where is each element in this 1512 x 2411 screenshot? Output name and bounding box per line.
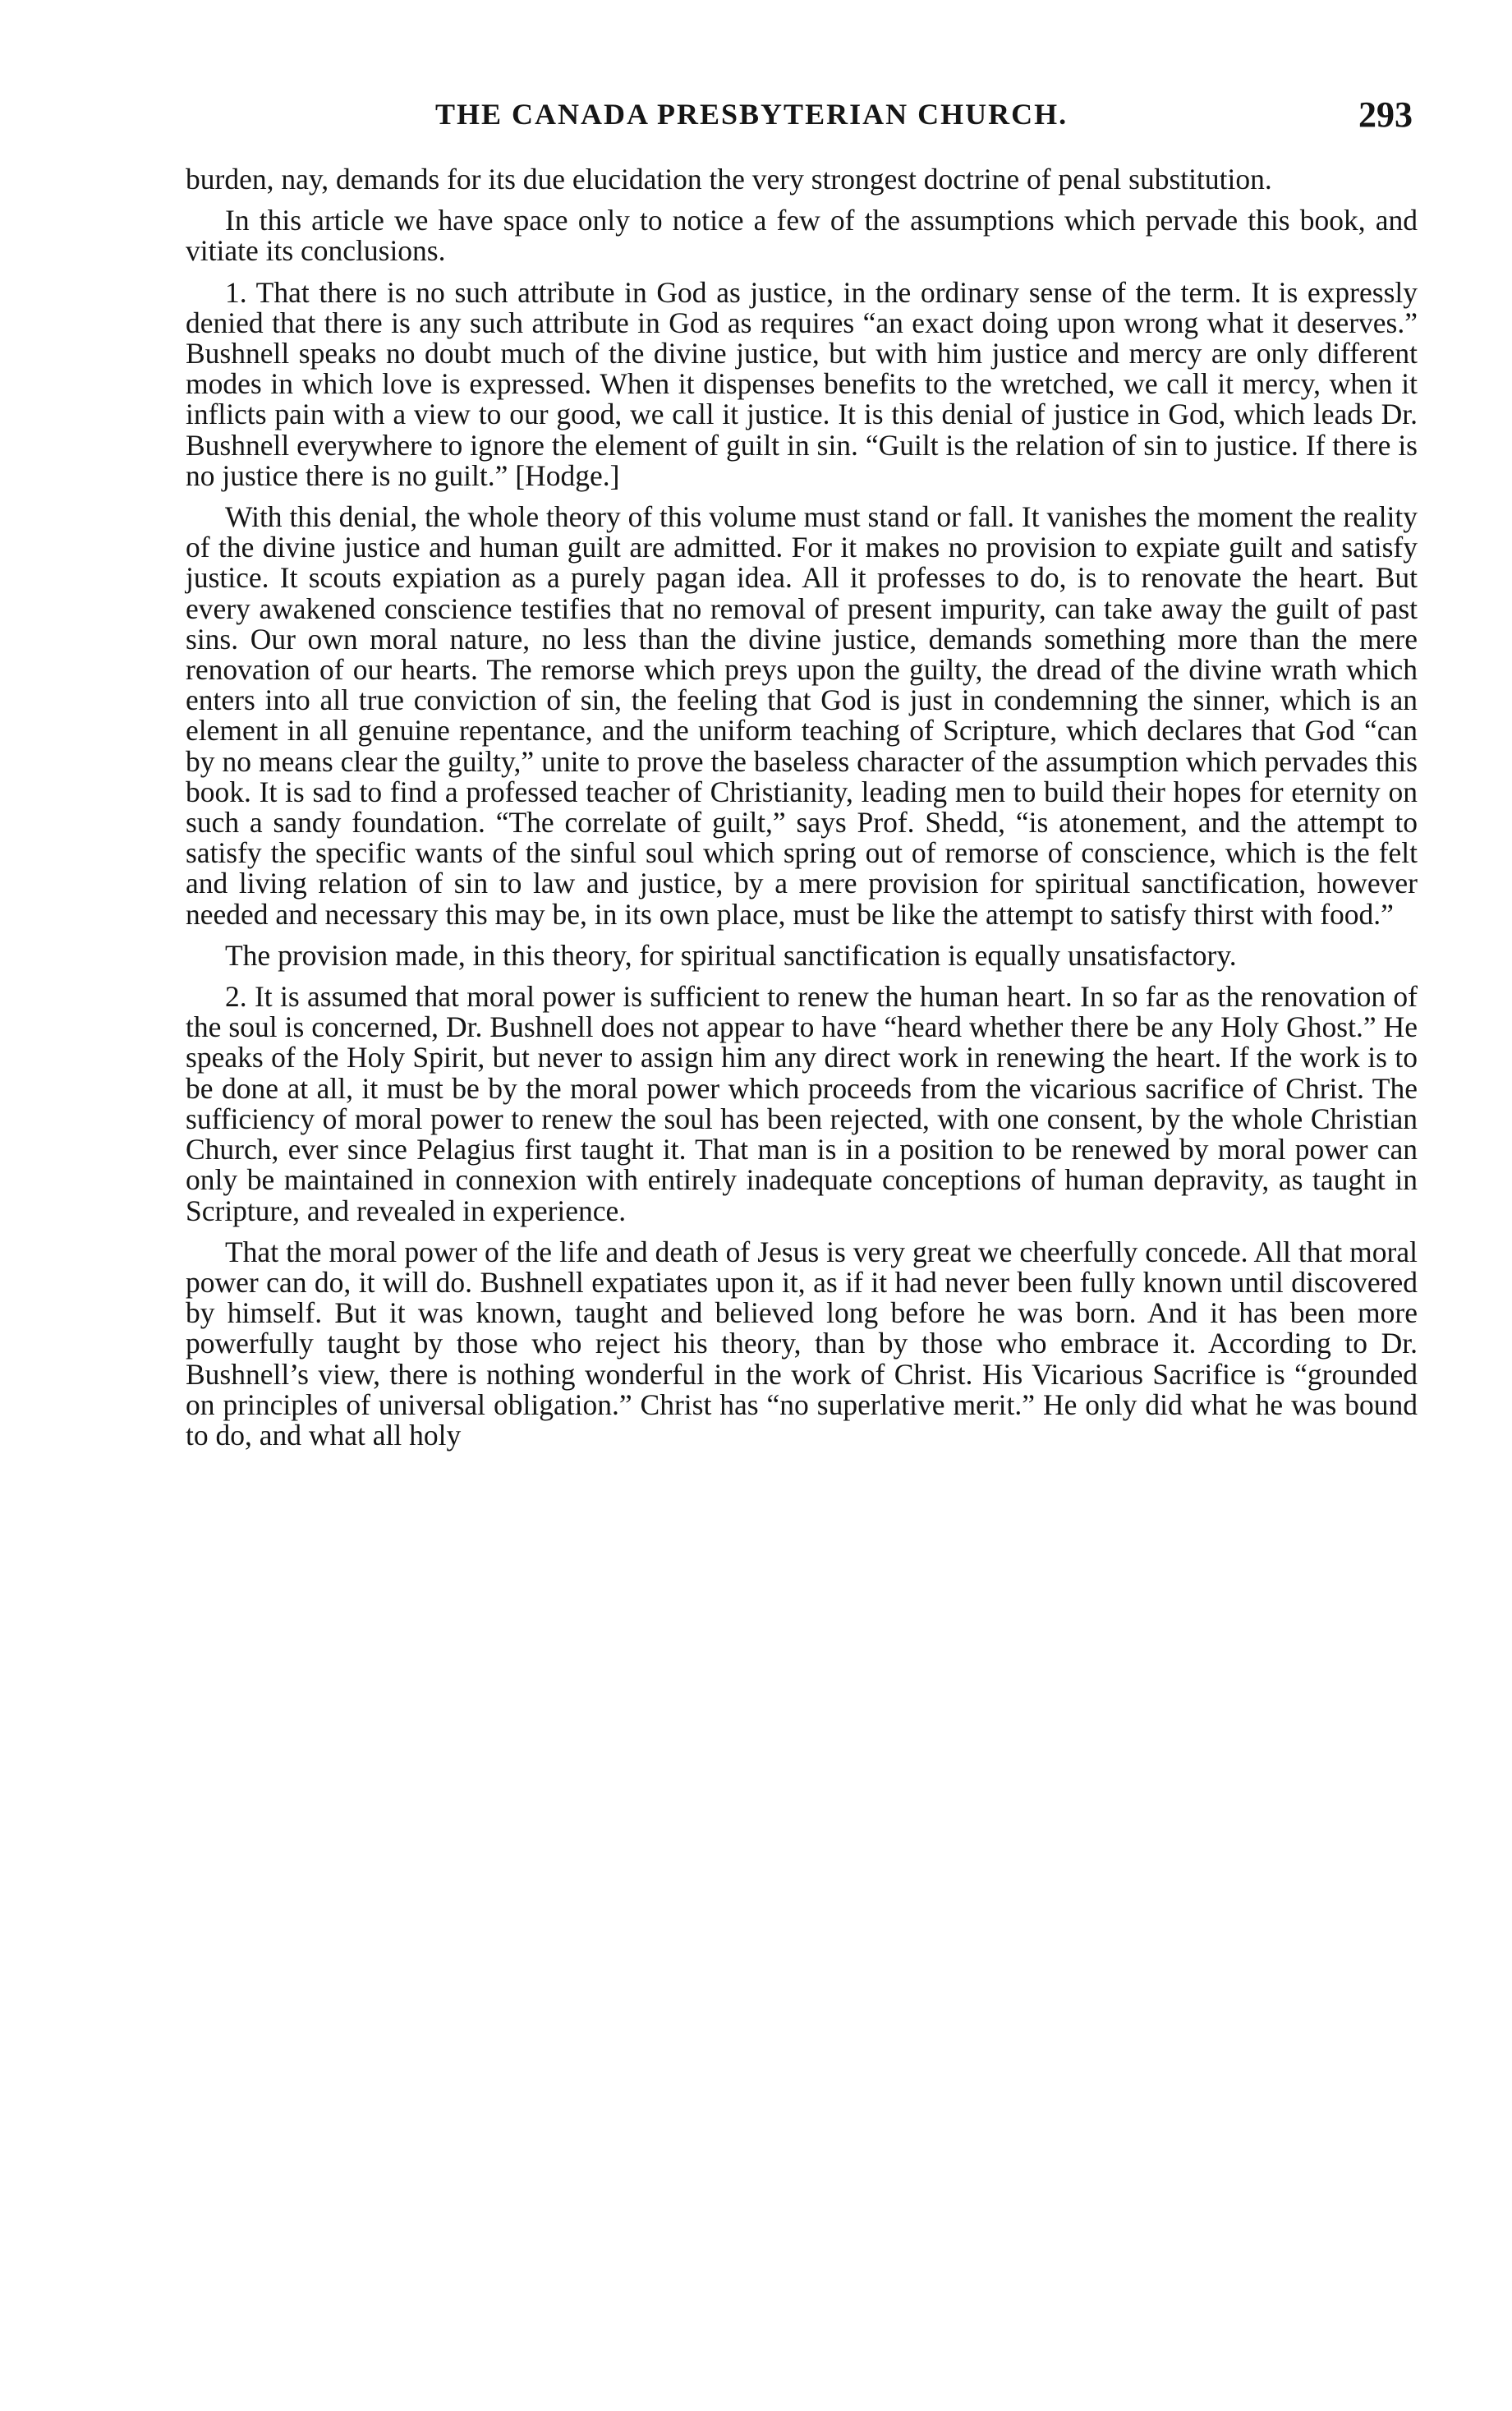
paragraph: With this denial, the whole theory of this volume must stand or fall. It vanishes the moment the reality of the divine justice and human guilt are admitted. For it makes no provision to expiate guilt and satisfy justice. It scouts expiation as a purely pagan idea. All it professes to do, is to renovate the heart. But every awakened conscience testifies that no removal of present impurity, can take away the guilt of past sins. Our own moral nature, no less than the divine justice, demands something more than the mere renovation of our hearts. The remorse which preys upon the guilty, the dread of the divine wrath which enters into all true conviction of sin, the feeling that God is just in condemning the sinner, which is an element in all genuine repentance, and the uniform teaching of Scripture, which declares that God “can by no means clear the guilty,” unite to prove the baseless character of the assumption which pervades this book. It is sad to find a professed teacher of Christianity, leading men to build their hopes for eternity on such a sandy foundation. “The correlate of guilt,” says Prof. Shedd, “is atonement, and the attempt to satisfy the specific wants of the sinful soul which spring out of remorse of conscience, which is the felt and living relation of sin to law and justice, by a mere provision for spiritual sanctification, however needed and necessary this may be, in its own place, must be like the attempt to satisfy thirst with food.” [186, 500, 1418, 931]
page-header [189, 94, 1413, 146]
page-number: 293 [1358, 94, 1413, 135]
paragraph: 2. It is assumed that moral power is sufficient to renew the human heart. In so far as the renovation of the soul is concerned, Dr. Bushnell does not appear to have “heard whether there be any Holy Ghost.” He speaks of the Holy Spirit, but never to assign him any direct work in renewing the heart. If the work is to be done at all, it must be by the moral power which proceeds from the vicarious sacrifice of Christ. The sufficiency of moral power to renew the soul has been rejected, with one consent, by the whole Christian Church, ever since Pelagius first taught it. That man is in a position to be renewed by moral power can only be maintained in connexion with entirely inadequate conceptions of human depravity, as taught in Scripture, and revealed in experience. [186, 980, 1418, 1227]
paragraph: The provision made, in this theory, for spiritual sanctification is equally unsatisfactory. [225, 938, 1237, 972]
paragraph: 1. That there is no such attribute in God as justice, in the ordinary sense of the term. It is expressly denied that there is any such attribute in God as requires “an exact doing upon wrong what it deserves.” Bushnell speaks no doubt much of the divine justice, but with him justice and mercy are only different modes in which love is expressed. When it dispenses benefits to the wretched, we call it mercy, when it inflicts pain with a view to our good, we call it justice. It is this denial of justice in God, which leads Dr. Bushnell everywhere to ignore the element of guilt in sin. “Guilt is the relation of sin to justice. If there is no justice there is no guilt.” [Hodge.] [186, 275, 1418, 492]
running-head: THE CANADA PRESBYTERIAN CHURCH. [435, 98, 1069, 131]
paragraph: In this article we have space only to notice a few of the assumptions which pervade this book, and vitiate its conclusions. [186, 204, 1418, 268]
paragraph: That the moral power of the life and death of Jesus is very great we cheerfully concede. All that moral power can do, it will do. Bushnell expatiates upon it, as if it had never been fully known until discovered by himself. But it was known, taught and believed long before he was born. And it has been more powerfully taught by those who reject his theory, than by those who embrace it. According to Dr. Bushnell’s view, there is nothing wonderful in the work of Christ. His Vicarious Sacrifice is “grounded on principles of universal obligation.” Christ has “no superlative merit.” He only did what he was bound to do, and what all holy [186, 1235, 1418, 1452]
paragraph: burden, nay, demands for its due elucidation the very strongest doctrine of penal substitution. [186, 163, 1272, 196]
article-body [186, 164, 1418, 1461]
